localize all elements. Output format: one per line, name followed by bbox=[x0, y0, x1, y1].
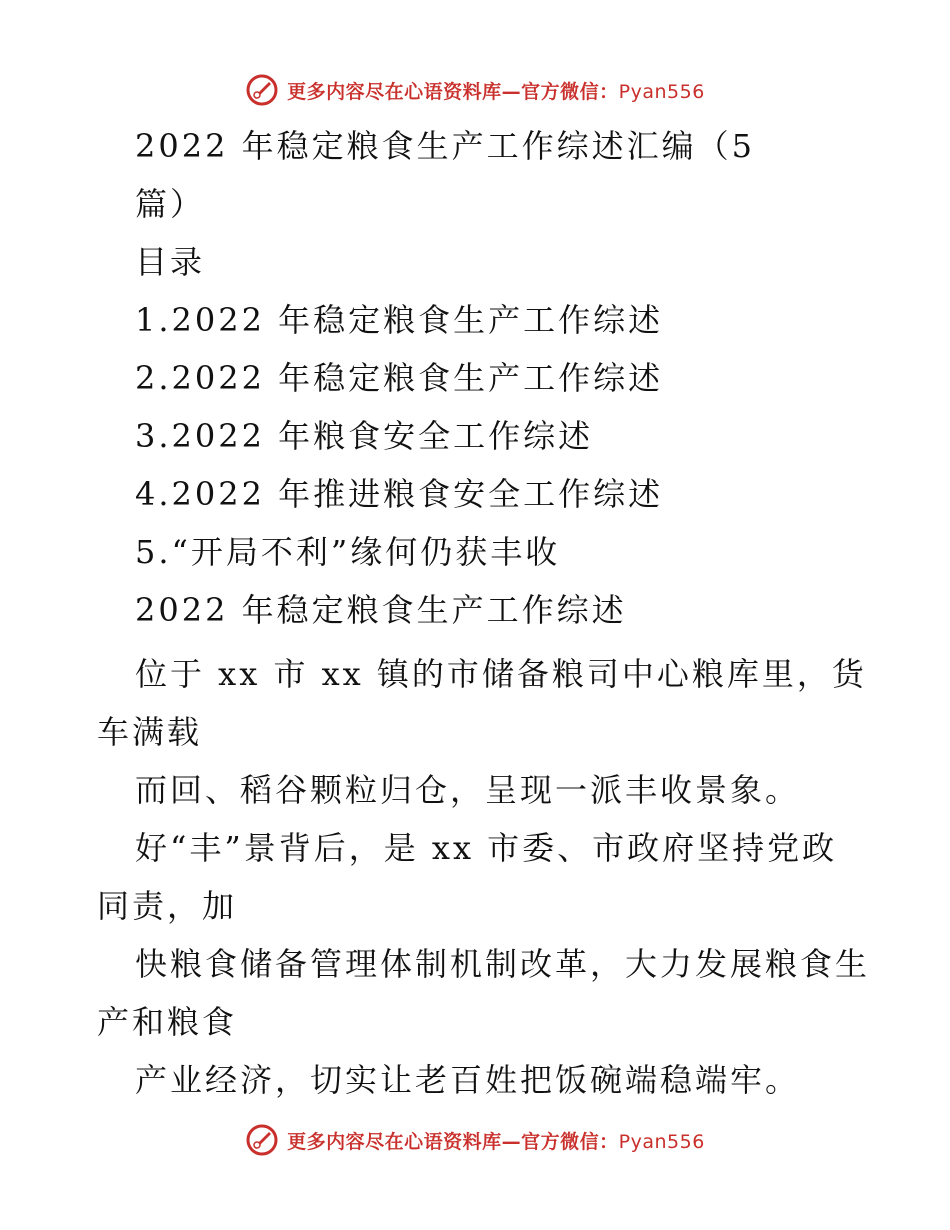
paragraph-line: 好“丰”景背后，是 xx 市委、市政府坚持党政 bbox=[135, 829, 838, 867]
toc-item: 5.“开局不利”缘何仍获丰收 bbox=[135, 533, 561, 571]
footer-banner bbox=[0, 1120, 950, 1160]
paragraph-line: 车满载 bbox=[97, 713, 203, 751]
paragraph-line: 产业经济，切实让老百姓把饭碗端稳端牢。 bbox=[135, 1061, 801, 1099]
banner-text: 更多内容尽在心语资料库—官方微信：Pyan556 bbox=[287, 1130, 705, 1153]
wechat-id: Pyan556 bbox=[618, 1130, 705, 1153]
toc-item: 2.2022 年稳定粮食生产工作综述 bbox=[135, 359, 664, 397]
paragraph-line: 位于 xx 市 xx 镇的市储备粮司中心粮库里，货 bbox=[135, 655, 867, 693]
paragraph-line: 同责，加 bbox=[97, 887, 238, 925]
section-title: 2022 年稳定粮食生产工作综述 bbox=[135, 591, 627, 629]
wechat-id: Pyan556 bbox=[618, 80, 705, 103]
brand-logo-icon bbox=[245, 73, 279, 107]
toc-item: 4.2022 年推进粮食安全工作综述 bbox=[135, 475, 664, 513]
toc-item: 3.2022 年粮食安全工作综述 bbox=[135, 417, 594, 455]
paragraph-line: 而回、稻谷颗粒归仓，呈现一派丰收景象。 bbox=[135, 771, 801, 809]
toc-item: 1.2022 年稳定粮食生产工作综述 bbox=[135, 301, 664, 339]
brand-logo-icon bbox=[245, 1123, 279, 1157]
paragraph-line: 快粮食储备管理体制机制改革，大力发展粮食生 bbox=[135, 945, 871, 983]
banner-text: 更多内容尽在心语资料库—官方微信：Pyan556 bbox=[287, 80, 705, 103]
document-title-line2: 篇） bbox=[135, 185, 206, 223]
toc-heading: 目录 bbox=[135, 243, 206, 281]
document-title-line1: 2022 年稳定粮食生产工作综述汇编（5 bbox=[135, 127, 755, 165]
header-banner bbox=[0, 70, 950, 110]
paragraph-line: 产和粮食 bbox=[97, 1003, 238, 1041]
